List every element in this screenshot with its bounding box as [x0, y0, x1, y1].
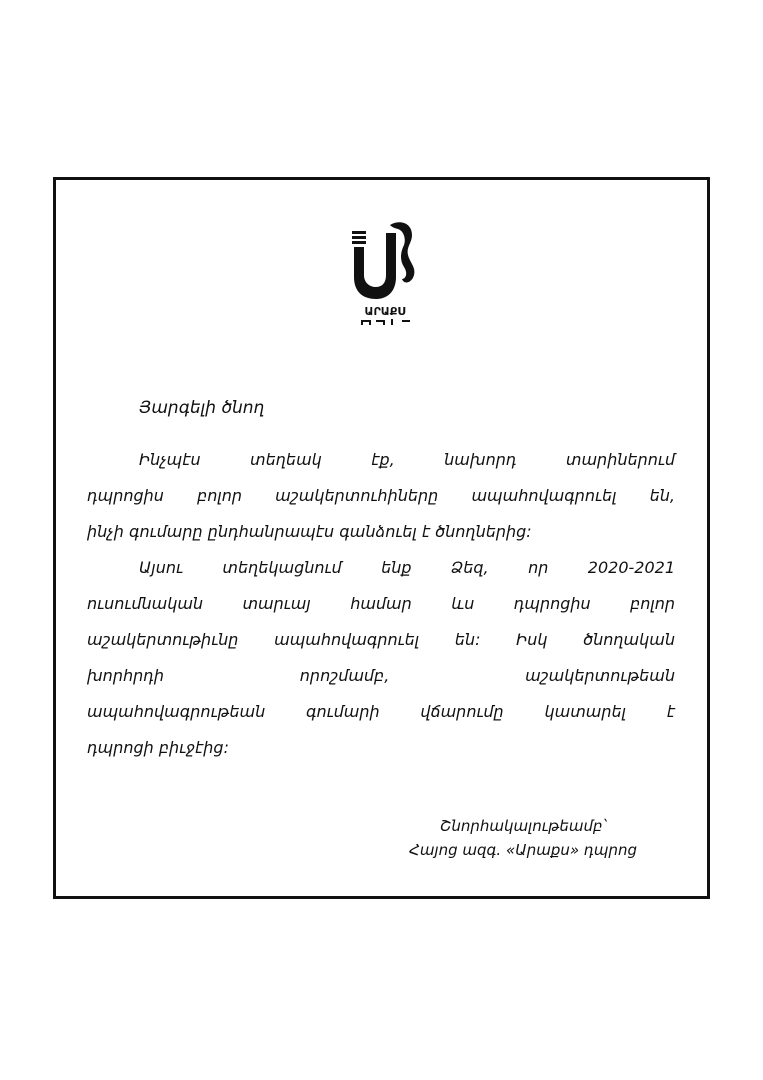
paragraph-2 [87, 550, 675, 766]
signature-block [409, 814, 637, 862]
paragraph-1 [87, 442, 675, 550]
school-logo [350, 217, 420, 327]
svg-text:ԱՐԱՔՍ: ԱՐԱՔՍ [364, 305, 406, 318]
text-line: դպրոցիս բոլոր աշակերտուհիները ապահովագրուել են, [87, 486, 675, 505]
araks-logo-icon [350, 217, 420, 327]
text-line: խորհրդի որոշմամբ, աշակերտութեան [87, 666, 675, 685]
text-line: ուսումնական տարւայ համար ևս դպրոցիս բոլոր [87, 594, 675, 613]
school-signature: Հայոց ազգ. «Արաքս» դպրոց [409, 841, 637, 859]
letter-body [87, 442, 675, 766]
text-line: Ինչպէս տեղեակ էք, նախորդ տարիներում [139, 450, 675, 469]
text-line: Այսու տեղեկացնում ենք Ձեզ, որ 2020-2021 [139, 558, 675, 577]
text-line: ապահովագրութեան գումարի վճարումը կատարել է [87, 702, 675, 721]
text-line: աշակերտութիւնը ապահովագրուել են: Իսկ ծնողական [87, 630, 675, 649]
letter-frame [53, 177, 710, 899]
closing-text: Շնորհակալութեամբ՝ [440, 817, 607, 835]
salutation: Յարգելի ծնող [139, 398, 265, 418]
text-line: ինչի գումարը ընդհանրապէս գանձուել է ծնողներից: [87, 522, 532, 541]
text-line: դպրոցի բիւջէից: [87, 738, 229, 757]
